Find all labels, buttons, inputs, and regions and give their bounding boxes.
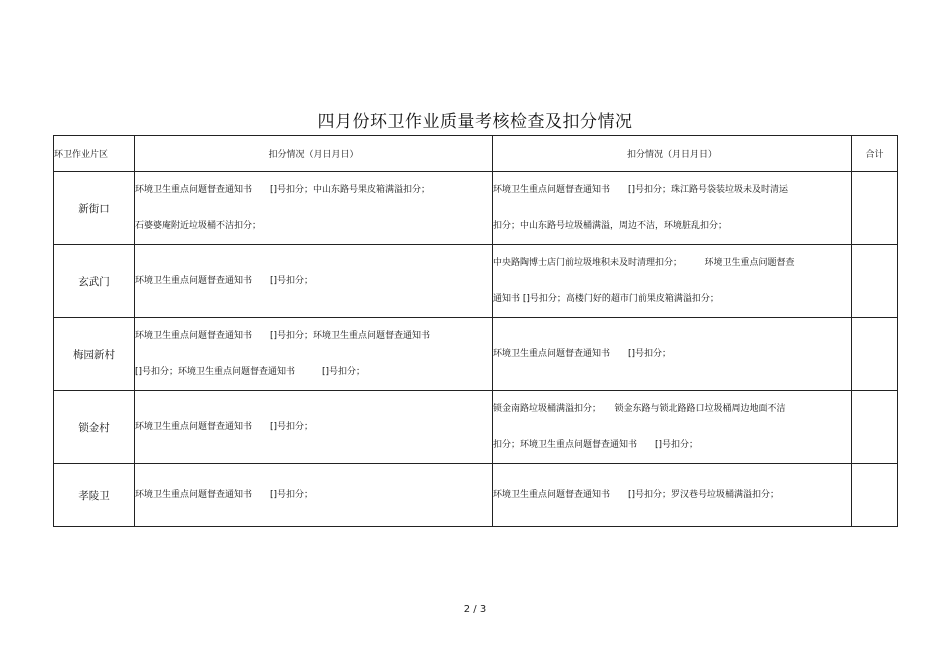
area-name: 梅园新村 bbox=[54, 318, 135, 391]
total-cell bbox=[852, 391, 898, 464]
deduction-detail-b bbox=[493, 391, 852, 464]
deduction-detail-b bbox=[493, 172, 852, 245]
detail-line: 扣分；中山东路号垃圾桶满溢，周边不洁，环境脏乱扣分； bbox=[493, 221, 728, 231]
area-name: 玄武门 bbox=[54, 245, 135, 318]
table-row bbox=[54, 172, 898, 245]
detail-line: 扣分；环境卫生重点问题督查通知书 []号扣分； bbox=[493, 440, 699, 450]
total-cell bbox=[852, 172, 898, 245]
deduction-detail-b bbox=[493, 318, 852, 391]
detail-line: 环境卫生重点问题督查通知书 []号扣分； bbox=[493, 349, 672, 359]
area-name: 新街口 bbox=[54, 172, 135, 245]
deduction-detail-a bbox=[135, 464, 493, 527]
deduction-detail-a bbox=[135, 318, 493, 391]
page-number: 2 / 3 bbox=[463, 604, 487, 615]
area-name: 锁金村 bbox=[54, 391, 135, 464]
detail-line: 通知书 []号扣分；高楼门好的超市门前果皮箱满溢扣分； bbox=[493, 294, 719, 304]
header-deductions-a: 扣分情况（月日月日） bbox=[135, 136, 493, 172]
detail-line: 环境卫生重点问题督查通知书 []号扣分；中山东路号果皮箱满溢扣分； bbox=[135, 185, 431, 195]
header-area: 环卫作业片区 bbox=[54, 136, 135, 172]
total-cell bbox=[852, 318, 898, 391]
table-header-row bbox=[54, 136, 898, 172]
deduction-detail-b bbox=[493, 245, 852, 318]
table-row bbox=[54, 391, 898, 464]
detail-line: 环境卫生重点问题督查通知书 []号扣分；罗汉巷号垃圾桶满溢扣分； bbox=[493, 490, 780, 500]
deduction-detail-b bbox=[493, 464, 852, 527]
table-row bbox=[54, 318, 898, 391]
total-cell bbox=[852, 245, 898, 318]
detail-line: 中央路陶博士店门前垃圾堆积未及时清理扣分； 环境卫生重点问题督查 bbox=[493, 258, 795, 268]
total-cell bbox=[852, 464, 898, 527]
deduction-detail-a bbox=[135, 391, 493, 464]
document-title: 四月份环卫作业质量考核检查及扣分情况 bbox=[317, 112, 633, 132]
detail-line: 环境卫生重点问题督查通知书 []号扣分； bbox=[135, 422, 314, 432]
table-row bbox=[54, 464, 898, 527]
detail-line: []号扣分；环境卫生重点问题督查通知书 []号扣分； bbox=[135, 367, 366, 377]
detail-line: 环境卫生重点问题督查通知书 []号扣分； bbox=[135, 490, 314, 500]
detail-line: 锁金南路垃圾桶满溢扣分； 锁金东路与锁北路路口垃圾桶周边地面不洁 bbox=[493, 404, 786, 414]
detail-line: 环境卫生重点问题督查通知书 []号扣分；珠江路号袋装垃圾未及时清运 bbox=[493, 185, 789, 195]
deduction-table bbox=[53, 135, 898, 527]
detail-line: 环境卫生重点问题督查通知书 []号扣分； bbox=[135, 276, 314, 286]
table-row bbox=[54, 245, 898, 318]
detail-line: 石婆婆庵附近垃圾桶不洁扣分； bbox=[135, 221, 262, 231]
header-total: 合计 bbox=[852, 136, 898, 172]
area-name: 孝陵卫 bbox=[54, 464, 135, 527]
deduction-detail-a bbox=[135, 245, 493, 318]
header-deductions-b: 扣分情况（月日月日） bbox=[493, 136, 852, 172]
deduction-detail-a bbox=[135, 172, 493, 245]
detail-line: 环境卫生重点问题督查通知书 []号扣分；环境卫生重点问题督查通知书 bbox=[135, 331, 431, 341]
